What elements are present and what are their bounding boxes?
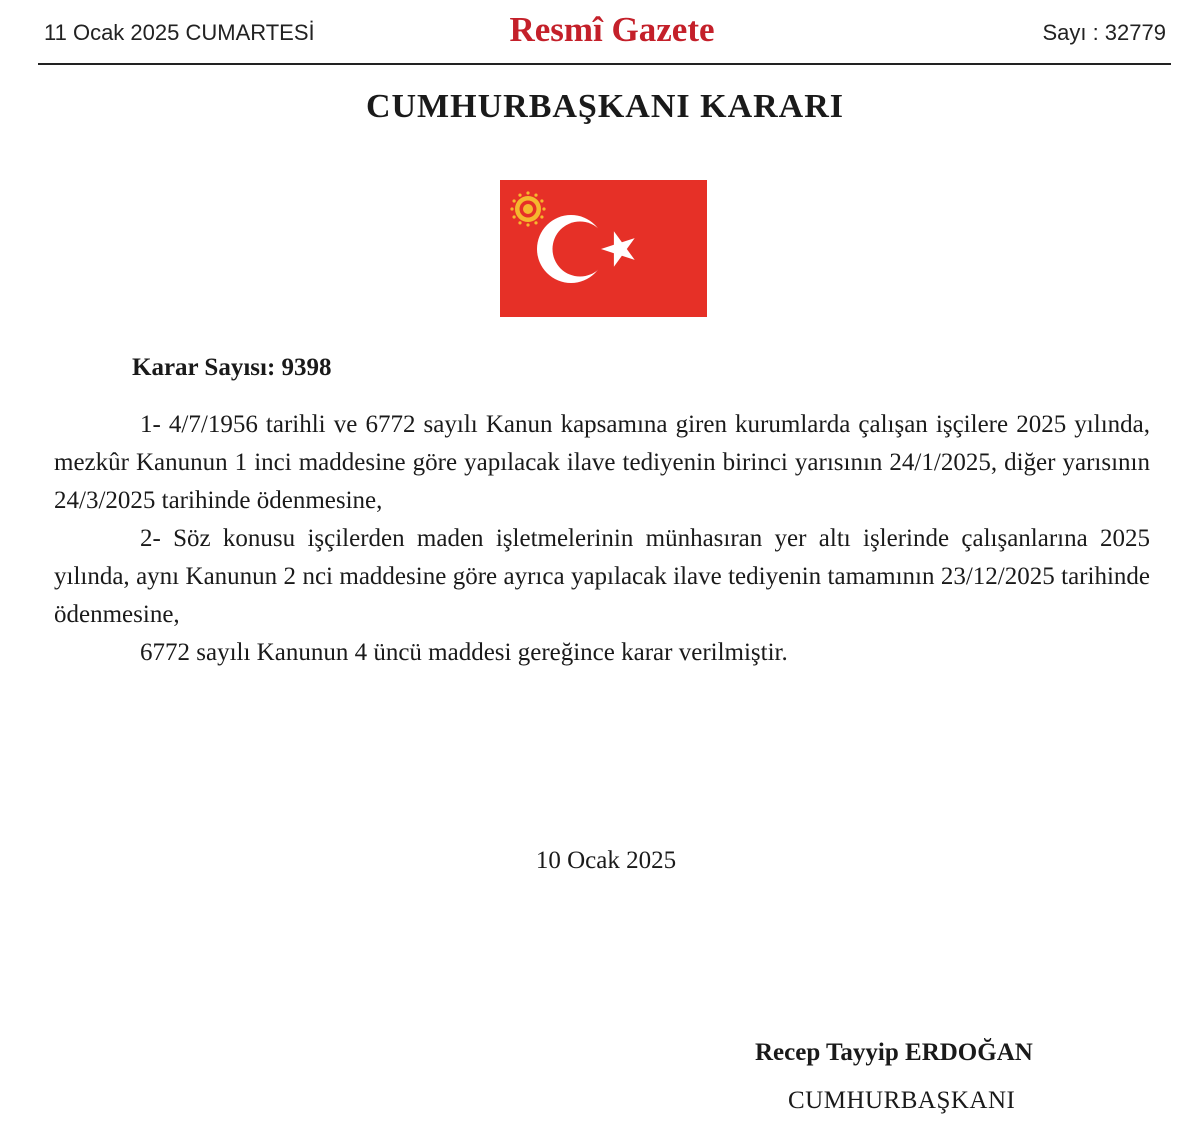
decision-paragraph-2: 2- Söz konusu işçilerden maden işletmelerinin münhasıran yer altı işlerinde çalışanlarına 2025 yılında, aynı Kanunun 2 nci maddesine göre ayrıca yapılacak ilave tediyenin tamamının 23/12/2025 tarihinde ödenmesine, [54, 525, 1150, 628]
document-title: CUMHURBAŞKANI KARARI [365, 88, 845, 125]
decision-date: 10 Ocak 2025 [535, 847, 677, 874]
turkish-flag-icon [500, 180, 707, 317]
decision-paragraph-1: 1- 4/7/1956 tarihli ve 6772 sayılı Kanun kapsamına giren kurumlarda çalışan işçilere 2025 yılında, mezkûr Kanunun 1 inci maddesine göre yapılacak ilave tediyenin birinci yarısının 24/1/2025, diğer yarısının 24/3/2025 tarihinde ödenmesine, [54, 411, 1150, 514]
decision-body [54, 406, 1150, 672]
decision-paragraph-3: 6772 sayılı Kanunun 4 üncü maddesi gereğince karar verilmiştir. [140, 639, 788, 666]
signatory-title: CUMHURBAŞKANI [788, 1087, 1016, 1114]
gazette-name: Resmî Gazete [509, 10, 715, 49]
header-divider [38, 63, 1171, 65]
header-date: 11 Ocak 2025 CUMARTESİ [44, 20, 315, 45]
signatory-name: Recep Tayyip ERDOĞAN [755, 1039, 1033, 1066]
decision-number: Karar Sayısı: 9398 [132, 354, 332, 381]
issue-number: Sayı : 32779 [1042, 20, 1166, 45]
